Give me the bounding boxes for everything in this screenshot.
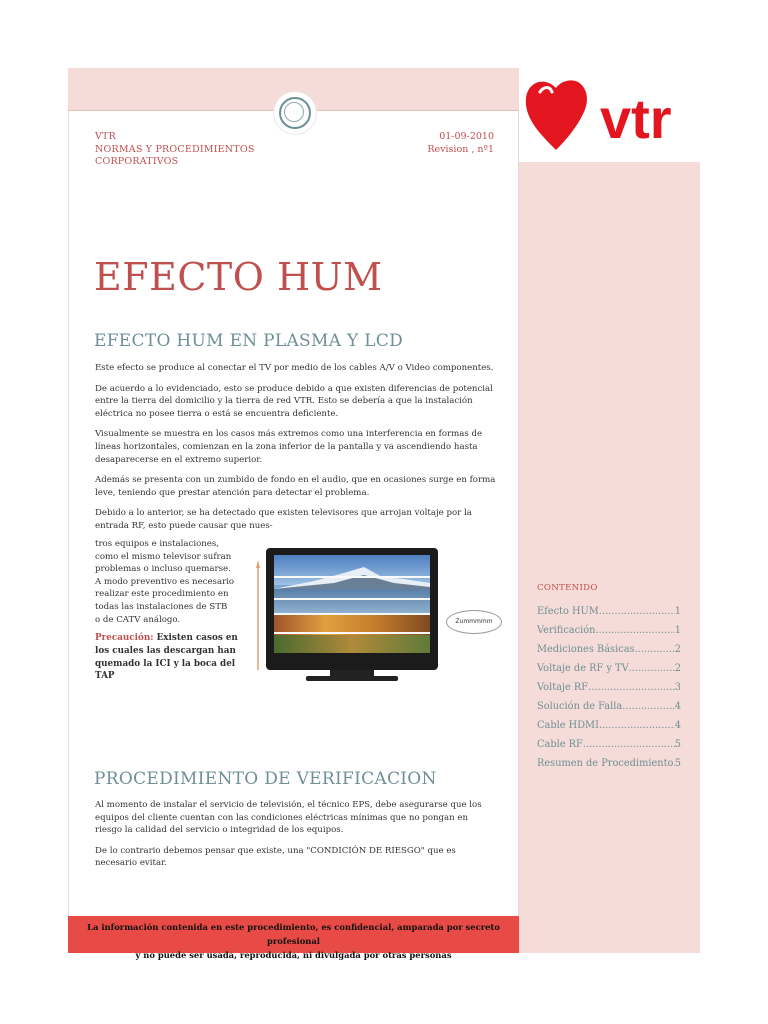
header-right-block xyxy=(427,131,494,156)
precaution-label: Precaución: xyxy=(95,633,154,643)
toc-item-cable-hdmi[interactable] xyxy=(537,716,681,735)
table-of-contents xyxy=(537,602,681,773)
toc-leader xyxy=(588,678,675,697)
paragraph: Debido a lo anterior, se ha detectado que existen televisores que arrojan voltaje por la entrada RF, esto puede causar que nues- xyxy=(95,508,472,531)
section2-body xyxy=(95,799,497,878)
mountain-shape xyxy=(274,567,430,589)
header-subtitle-line1: NORMAS Y PROCEDIMIENTOS xyxy=(95,143,255,155)
header-left-block xyxy=(95,131,255,169)
section1-body xyxy=(95,362,497,541)
toc-item-label: Solución de Falla xyxy=(537,701,623,712)
toc-item-mediciones[interactable] xyxy=(537,640,681,659)
vtr-logo xyxy=(522,72,702,154)
hum-line xyxy=(274,598,430,600)
tv-base xyxy=(306,676,398,681)
section1-heading: EFECTO HUM EN PLASMA Y LCD xyxy=(94,331,404,351)
paragraph: De lo contrario debemos pensar que existe, una "CONDICIÓN DE RIESGO" que es necesario evitar. xyxy=(95,845,456,869)
paragraph: Al momento de instalar el servicio de televisión, el técnico EPS, debe asegurarse que los equipos del cliente cuentan con las condiciones eléctricas mínimas que no pongan en riesgo la calidad del servicio o integridad de los equipos. xyxy=(95,800,482,836)
toc-item-label: Verificación xyxy=(537,625,596,636)
toc-item-voltaje-rf[interactable] xyxy=(537,678,681,697)
toc-leader xyxy=(599,602,675,621)
precaution-note xyxy=(95,632,245,683)
toc-item-label: Voltaje RF xyxy=(537,682,589,693)
toc-item-voltaje-rf-tv[interactable] xyxy=(537,659,681,678)
speech-bubble: Zummmmm xyxy=(446,610,502,634)
toc-item-solucion[interactable] xyxy=(537,697,681,716)
toc-item-page: 5 xyxy=(674,739,681,750)
toc-item-page: 2 xyxy=(674,663,681,674)
toc-leader xyxy=(583,735,675,754)
toc-item-page: 2 xyxy=(674,644,681,655)
toc-item-page: 4 xyxy=(674,720,681,731)
logo-text: vtr xyxy=(600,87,672,150)
toc-item-page: 5 xyxy=(674,758,681,769)
toc-item-label: Resumen de Procedimiento xyxy=(537,758,674,769)
header-subtitle-line2: CORPORATIVOS xyxy=(95,156,179,167)
hum-line xyxy=(274,632,430,634)
logo-heart-icon xyxy=(526,80,587,150)
toc-leader xyxy=(635,640,675,659)
toc-item-verificacion[interactable] xyxy=(537,621,681,640)
hum-line xyxy=(274,576,430,578)
toc-item-page: 1 xyxy=(674,606,681,617)
toc-item-label: Cable HDMI xyxy=(537,720,599,731)
tv-illustration xyxy=(266,548,438,670)
header-revision: Revision , nº1 xyxy=(427,143,494,155)
toc-leader xyxy=(595,621,674,640)
paragraph: De acuerdo a lo evidenciado, esto se produce debido a que existen diferencias de potencial entre la tierra del domicilio y la tierra de red VTR. Esto se debería a que la instalación eléctrica no posee tierra o está se encuentra deficiente. xyxy=(95,383,493,419)
toc-leader xyxy=(629,659,675,678)
toc-leader xyxy=(599,716,675,735)
toc-item-page: 4 xyxy=(674,701,681,712)
footer-line1: La información contenida en este procedimiento, es confidencial, amparada por secreto profesional xyxy=(87,922,500,946)
toc-item-page: 3 xyxy=(674,682,681,693)
toc-item-label: Voltaje de RF y TV xyxy=(537,663,629,674)
toc-title: CONTENIDO xyxy=(537,583,598,593)
header-date: 01-09-2010 xyxy=(439,131,494,142)
sidebar-panel xyxy=(519,162,700,953)
toc-item-cable-rf[interactable] xyxy=(537,735,681,754)
upward-arrow-icon xyxy=(256,560,260,670)
section2-heading: PROCEDIMIENTO DE VERIFICACION xyxy=(94,769,437,789)
footer-line2: y no puede ser usada, reproducida, ni divulgada por otras personas xyxy=(135,950,452,960)
toc-item-page: 1 xyxy=(674,625,681,636)
paragraph: Además se presenta con un zumbido de fondo en el audio, que en ocasiones surge en forma leve, teniendo que prestar atención para detectar el problema. xyxy=(95,475,496,498)
document-title: EFECTO HUM xyxy=(94,255,383,299)
hum-line xyxy=(274,613,430,615)
toc-item-efecto-hum[interactable] xyxy=(537,602,681,621)
medallion-inner-ring xyxy=(284,102,304,122)
toc-item-label: Efecto HUM xyxy=(537,606,599,617)
confidentiality-footer xyxy=(68,916,519,960)
paragraph: Visualmente se muestra en los casos más extremos como una interferencia en formas de líneas horizontales, comienzan en la zona inferior de la pantalla y va ascendiendo hasta desaparecerse en el extremo superior. xyxy=(95,429,483,465)
wrap-paragraph: tros equipos e instalaciones, como el mismo televisor sufran problemas o incluso quemarse. A modo preventivo es necesario realizar este procedimiento en todas las instalaciones de STB o de CATV análogo. xyxy=(95,539,235,625)
tv-screen xyxy=(274,555,430,653)
header-org: VTR xyxy=(95,131,116,142)
medallion-ornament-icon xyxy=(274,92,316,134)
paragraph: Este efecto se produce al conectar el TV por medio de los cables A/V o Video componentes. xyxy=(95,363,494,373)
toc-leader xyxy=(622,697,675,716)
toc-item-label: Cable RF xyxy=(537,739,583,750)
toc-item-resumen[interactable] xyxy=(537,754,681,773)
toc-item-label: Mediciones Básicas xyxy=(537,644,635,655)
precaution-text: Existen casos en los cuales las descargan han quemado la ICI y la boca del TAP xyxy=(95,633,238,682)
